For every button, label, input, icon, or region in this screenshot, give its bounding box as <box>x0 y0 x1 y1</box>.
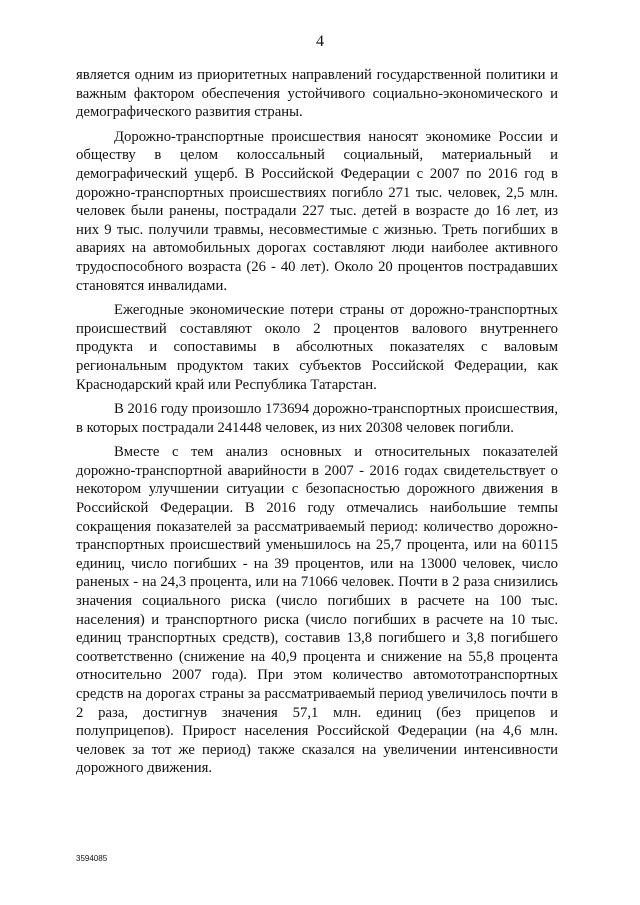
paragraph-continuation: является одним из приоритетных направлений государственной политики и важным фактором обеспечения устойчивого социально-экономического и демографического развития страны. <box>76 67 558 121</box>
page-number: 4 <box>316 33 324 50</box>
paragraph-analysis: Вместе с тем анализ основных и относительных показателей дорожно-транспортной аварийности в 2007 - 2016 годах свидетельствует о некотором улучшении ситуации с безопасностью дорожного движения в Российской Федерации. В 2016 году отмечались наибольшие темпы сокращения показателей за рассматриваемый период: количество дорожно-транспортных происшествий уменьшилось на 25,7 процента, или на 60115 единиц, число погибших - на 39 процентов, или на 13000 человек, число раненых - на 24,3 процента, или на 71066 человек. Почти в 2 раза снизились значения социального риска (число погибших в расчете на 100 тыс. населения) и транспортного риска (число погибших в расчете на 10 тыс. единиц транспортных средств), составив 13,8 погибшего и 3,8 погибшего соответственно (снижение на 40,9 процента и снижение на 55,8 процента относительно 2007 года). При этом количество автомототранспортных средств на дорогах страны за рассматриваемый период увеличилось почти в 2 раза, достигнув значения 57,1 млн. единиц (без прицепов и полуприцепов). Прирост населения Российской Федерации (на 4,6 млн. человек за тот же период) также сказался на увеличении интенсивности дорожного движения. <box>76 444 558 777</box>
paragraph-economic-losses: Ежегодные экономические потери страны от дорожно-транспортных происшествий составляют около 2 процентов валового внутреннего продукта и сопоставимы в абсолютных показателях с валовым региональным продуктом таких субъектов Российской Федерации, как Краснодарский край или Республика Татарстан. <box>76 302 558 393</box>
paragraph-2016-stats: В 2016 году произошло 173694 дорожно-транспортных происшествия, в которых пострадали 241448 человек, из них 20308 человек погибли. <box>76 401 558 436</box>
paragraph-damage: Дорожно-транспортные происшествия наносят экономике России и обществу в целом колоссальный социальный, материальный и демографический ущерб. В Российской Федерации с 2007 по 2016 год в дорожно-транспортных происшествиях погибло 271 тыс. человек, 2,5 млн. человек были ранены, пострадали 227 тыс. детей в возрасте до 16 лет, из них 9 тыс. получили травмы, несовместимые с жизнью. Треть погибших в авариях на автомобильных дорогах составляют люди наиболее активного трудоспособного возраста (26 - 40 лет). Около 20 процентов пострадавших становятся инвалидами. <box>76 128 558 294</box>
body-text <box>76 66 558 784</box>
document-id: 3594085 <box>76 854 108 863</box>
